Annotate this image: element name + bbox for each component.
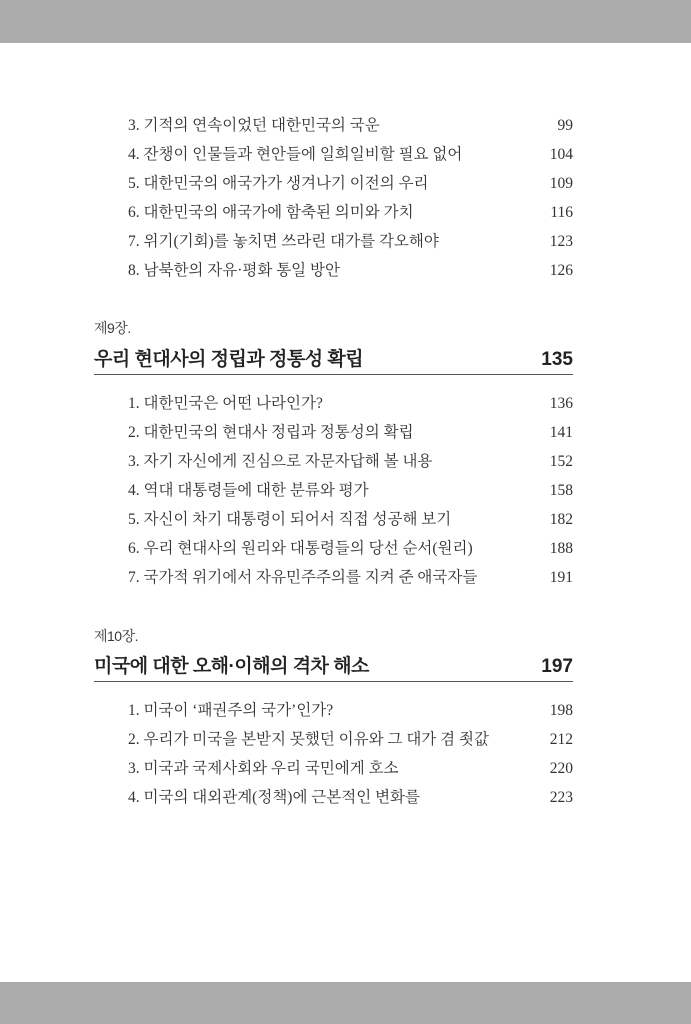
toc-entry-page: 99: [557, 117, 573, 134]
chapter9-heading[interactable]: [94, 346, 573, 375]
toc-entry[interactable]: [128, 114, 573, 138]
chapter9-title: 우리 현대사의 정립과 정통성 확립: [94, 349, 364, 370]
toc-entry-title: 3. 기적의 연속이었던 대한민국의 국운: [128, 117, 380, 134]
toc-entry-page: 141: [549, 424, 573, 441]
toc-entry[interactable]: [128, 421, 573, 445]
chapter9-page: 135: [541, 349, 573, 370]
toc-entry-title: 4. 역대 대통령들에 대한 분류와 평가: [128, 482, 369, 499]
toc-entry-title: 6. 대한민국의 애국가에 함축된 의미와 가치: [128, 204, 414, 221]
toc-entry[interactable]: [128, 479, 573, 503]
toc-entry-page: 158: [549, 482, 573, 499]
toc-entry-page: 116: [550, 204, 573, 221]
toc-entry-page: 152: [549, 453, 573, 470]
toc-entry-title: 4. 잔챙이 인물들과 현안들에 일희일비할 필요 없어: [128, 146, 463, 163]
toc-entry-page: 223: [549, 789, 573, 806]
chapter10-heading[interactable]: [94, 653, 573, 682]
toc-entry-title: 2. 우리가 미국을 본받지 못했던 이유와 그 대가 겸 죗값: [128, 731, 489, 748]
toc-entry[interactable]: [128, 757, 573, 781]
toc-entry-title: 5. 대한민국의 애국가가 생겨나기 이전의 우리: [128, 175, 429, 192]
top-gray-band: [0, 0, 691, 43]
toc-entry-page: 198: [549, 702, 573, 719]
toc-entry[interactable]: [128, 143, 573, 167]
toc-entry-title: 3. 미국과 국제사회와 우리 국민에게 호소: [128, 760, 399, 777]
toc-entry-page: 188: [549, 540, 573, 557]
toc-entry[interactable]: [128, 450, 573, 474]
toc-entry-page: 212: [549, 731, 573, 748]
toc-entry-page: 136: [549, 395, 573, 412]
toc-entry-title: 8. 남북한의 자유·평화 통일 방안: [128, 262, 340, 279]
toc-entry[interactable]: [128, 537, 573, 561]
toc-entry-page: 182: [549, 511, 573, 528]
chapter10-label: 제10장.: [94, 628, 139, 644]
toc-entry-page: 123: [549, 233, 573, 250]
chapter10-title: 미국에 대한 오해·이해의 격차 해소: [94, 656, 369, 677]
toc-entry-title: 1. 미국이 ‘패권주의 국가’인가?: [128, 702, 334, 719]
chapter9-label: 제9장.: [94, 320, 131, 336]
toc-entry[interactable]: [128, 230, 573, 254]
toc-entry[interactable]: [128, 172, 573, 196]
chapter10-page: 197: [541, 656, 573, 677]
toc-entry-title: 4. 미국의 대외관계(정책)에 근본적인 변화를: [128, 789, 420, 806]
toc-entry-page: 104: [549, 146, 573, 163]
toc-entry-page: 220: [549, 760, 573, 777]
toc-entry[interactable]: [128, 201, 573, 225]
toc-entry[interactable]: [128, 699, 573, 723]
toc-entry[interactable]: [128, 392, 573, 416]
toc-entry-title: 2. 대한민국의 현대사 정립과 정통성의 확립: [128, 424, 414, 441]
toc-entry-title: 7. 국가적 위기에서 자유민주주의를 지켜 준 애국자들: [128, 569, 478, 586]
toc-entry-title: 5. 자신이 차기 대통령이 되어서 직접 성공해 보기: [128, 511, 452, 528]
toc-entry[interactable]: [128, 259, 573, 283]
toc-entry-title: 3. 자기 자신에게 진심으로 자문자답해 볼 내용: [128, 453, 433, 470]
toc-entry-page: 191: [549, 569, 573, 586]
toc-entry[interactable]: [128, 728, 573, 752]
toc-entry-page: 109: [549, 175, 573, 192]
bottom-gray-band: [0, 982, 691, 1024]
toc-entry-title: 7. 위기(기회)를 놓치면 쓰라린 대가를 각오해야: [128, 233, 439, 250]
toc-entry[interactable]: [128, 786, 573, 810]
toc-entry-title: 1. 대한민국은 어떤 나라인가?: [128, 395, 323, 412]
toc-entry[interactable]: [128, 508, 573, 532]
toc-entry-title: 6. 우리 현대사의 원리와 대통령들의 당선 순서(원리): [128, 540, 473, 557]
toc-entry-page: 126: [549, 262, 573, 279]
toc-entry[interactable]: [128, 566, 573, 590]
